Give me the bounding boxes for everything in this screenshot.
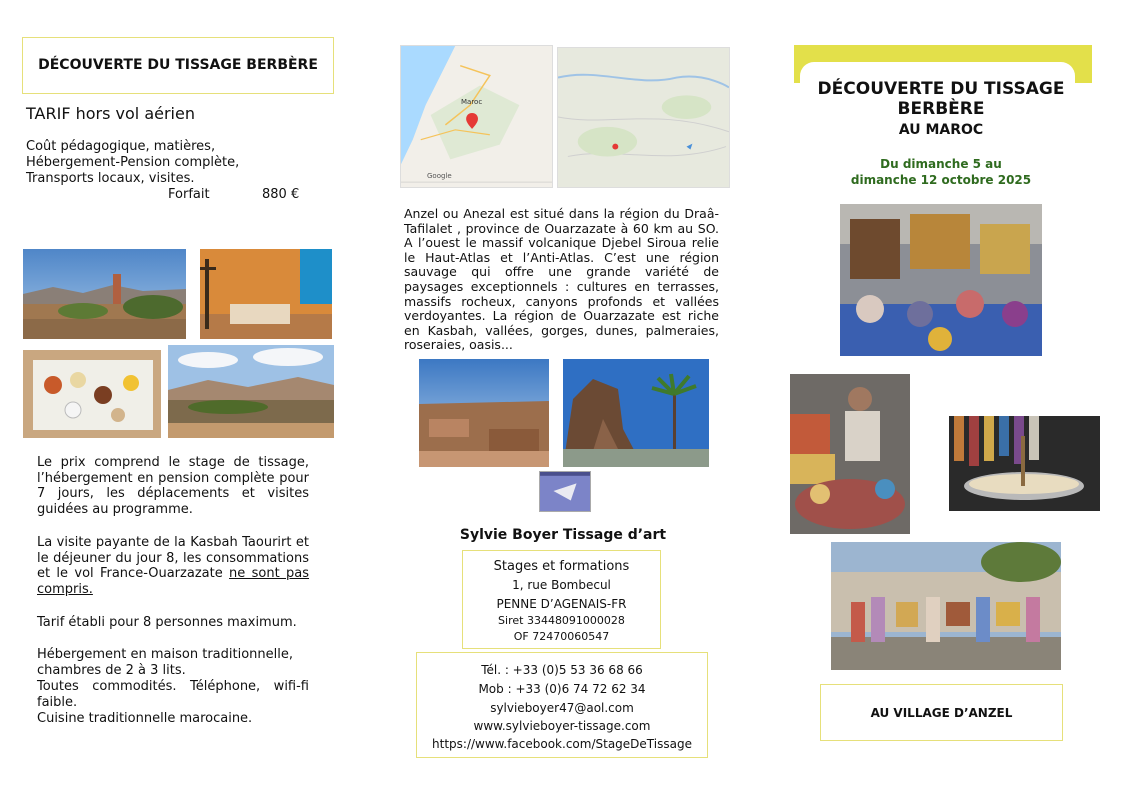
right-title-line-2: BERBÈRE [897, 99, 985, 119]
left-para-amenities: Toutes commodités. Téléphone, wifi-fi faible. [37, 679, 309, 710]
forfait-label: Forfait [168, 187, 210, 202]
address-line-1: Stages et formations [493, 559, 630, 574]
address-line-4: Siret 33448091000028 [498, 614, 625, 627]
photo-small-textile [539, 471, 591, 512]
photo-group-rugs [831, 542, 1061, 670]
tarif-line-2: Hébergement-Pension complète, [26, 155, 240, 170]
photo-kasbah-view [419, 359, 549, 467]
contact-mobile[interactable]: Mob : +33 (0)6 74 72 62 34 [478, 682, 646, 696]
forfait-price: 880 € [262, 187, 300, 202]
right-title-line-1: DÉCOUVERTE DU TISSAGE [817, 79, 1065, 99]
left-para-lodging: Hébergement en maison traditionnelle, chambres de 2 à 3 lits. [37, 647, 293, 678]
not-included-text: La visite payante de la Kasbah Taourirt et le déjeuner du jour 8, les consommations et le vol France-Ouarzazate [37, 535, 309, 581]
map-morocco [400, 45, 553, 188]
photo-weaving-workshop [840, 204, 1042, 356]
photo-valley [168, 345, 334, 438]
contact-email-link[interactable]: sylvieboyer47@aol.com [490, 701, 634, 715]
left-para-cuisine: Cuisine traditionnelle marocaine. [37, 711, 253, 726]
village-box [820, 684, 1063, 741]
photo-rock-palm [563, 359, 709, 467]
left-para-not-included [37, 535, 309, 597]
photo-dye-pot [949, 416, 1100, 511]
photo-meal-table [23, 350, 161, 438]
contact-facebook-link[interactable]: https://www.facebook.com/StageDeTissage [432, 737, 692, 751]
tarif-heading: TARIF hors vol aérien [26, 104, 195, 123]
address-line-2: 1, rue Bombecul [512, 578, 611, 592]
village-label: AU VILLAGE D’ANZEL [870, 706, 1013, 720]
photo-landscape-kasbah [23, 249, 186, 339]
address-box [462, 550, 661, 649]
map-label-maroc: Maroc [461, 98, 483, 106]
tarif-line-1: Coût pédagogique, matières, [26, 139, 216, 154]
map-label-google: Google [427, 172, 452, 180]
left-para-price-includes: Le prix comprend le stage de tissage, l’hébergement en pension complète pour 7 jours, les déplacements et visites guidées au programme. [37, 455, 309, 517]
contact-website-link[interactable]: www.sylvieboyer-tissage.com [473, 719, 651, 733]
dates-line-1: Du dimanche 5 au [880, 157, 1002, 171]
contact-tel[interactable]: Tél. : +33 (0)5 53 36 68 66 [481, 663, 643, 677]
tarif-line-3: Transports locaux, visites. [26, 171, 195, 186]
company-name: Sylvie Boyer Tissage d’art [459, 527, 667, 543]
address-line-5: OF 72470060547 [513, 630, 610, 643]
dates-line-2: dimanche 12 octobre 2025 [850, 173, 1032, 187]
right-title-line-3: AU MAROC [898, 122, 984, 138]
contact-box [416, 652, 708, 758]
left-title: DÉCOUVERTE DU TISSAGE BERBÈRE [38, 57, 318, 73]
photo-bedroom [200, 249, 332, 339]
map-region-zoom [557, 47, 730, 188]
address-line-3: PENNE D’AGENAIS-FR [496, 597, 627, 611]
region-description: Anzel ou Anezal est situé dans la région du Draâ-Tafilalet , province de Ouarzazate à 60 km au SO. A l’ouest le massif volcanique Djebel Siroua relie le Haut-Atlas et l’Anti-Atlas. C’est une région sauvage qui offre une grande variété de paysages exceptionnels : cultures en terrasses, massifs rocheux, canyons profonds et vallées verdoyantes. La région de Ouarzazate est riche en Kasbah, vallées, gorges, dunes, palmeraies, roseraies, oasis... [404, 206, 719, 353]
photo-woman-yarn [790, 374, 910, 534]
left-para-max-people: Tarif établi pour 8 personnes maximum. [37, 615, 297, 630]
left-title-box [22, 37, 334, 94]
not-included-underlined: ne sont pas compris. [37, 566, 310, 597]
